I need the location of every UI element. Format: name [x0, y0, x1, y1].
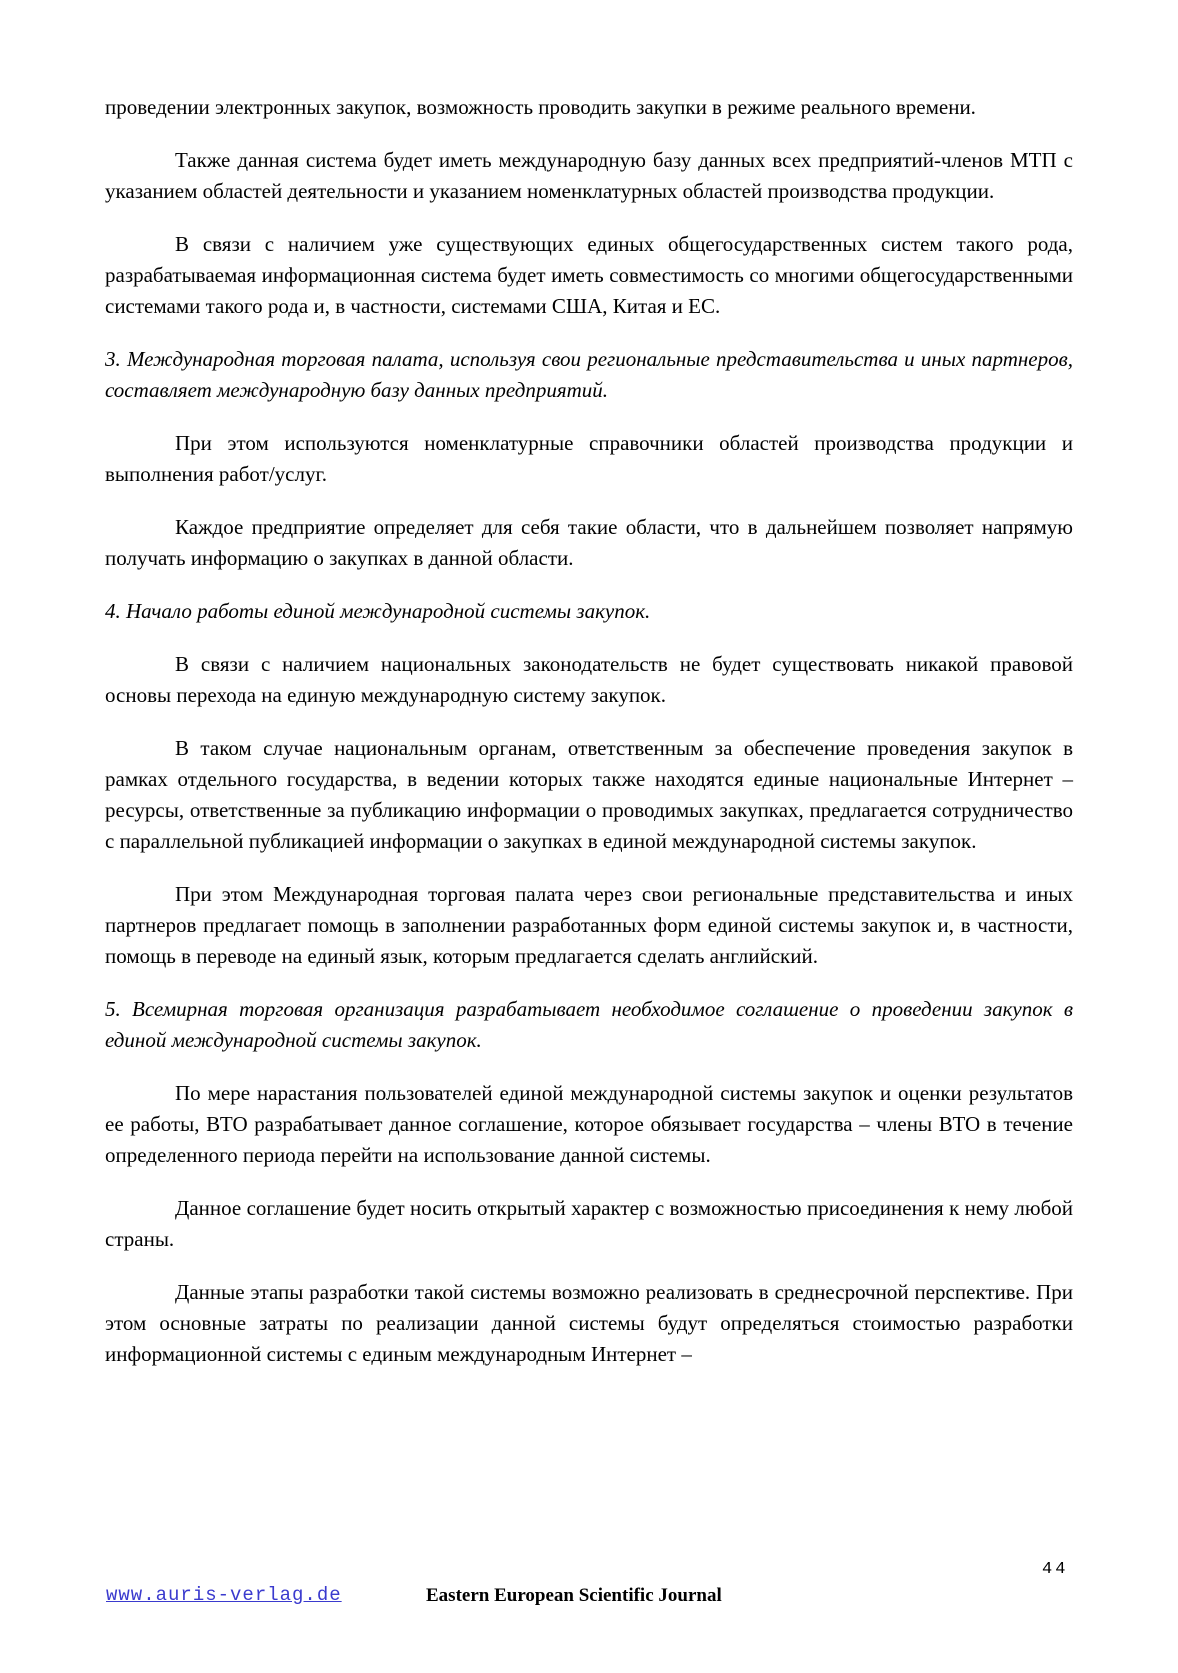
- paragraph: В таком случае национальным органам, ответственным за обеспечение проведения закупок в рамках отдельного государства, в ведении которых также находятся единые национальные Интернет – ресурсы, ответственные за публикацию информации о проводимых закупках, предлагается сотрудничество с параллельной публикацией информации о закупках в единой международной системы закупок.: [105, 736, 1073, 853]
- paragraph: Также данная система будет иметь международную базу данных всех предприятий-членов МТП с указанием областей деятельности и указанием номенклатурных областей производства продукции.: [105, 148, 1073, 203]
- paragraph: Каждое предприятие определяет для себя такие области, что в дальнейшем позволяет напрямую получать информацию о закупках в данной области.: [105, 515, 1073, 570]
- section-heading-5: 5. Всемирная торговая организация разрабатывает необходимое соглашение о проведении закупок в единой международной системы закупок.: [105, 997, 1073, 1052]
- paragraph: По мере нарастания пользователей единой международной системы закупок и оценки результатов ее работы, ВТО разрабатывает данное соглашение, которое обязывает государства – члены ВТО в течение определенного периода перейти на использование данной системы.: [105, 1081, 1073, 1167]
- paragraph: Данные этапы разработки такой системы возможно реализовать в среднесрочной перспективе. При этом основные затраты по реализации данной системы будут определяться стоимостью разработки информационной системы с единым международным Интернет –: [105, 1280, 1073, 1366]
- paragraph: В связи с наличием уже существующих единых общегосударственных систем такого рода, разрабатываемая информационная система будет иметь совместимость со многими общегосударственными системами такого рода и, в частности, системами США, Китая и ЕС.: [105, 232, 1073, 318]
- paragraph: При этом Международная торговая палата через свои региональные представительства и иных партнеров предлагает помощь в заполнении разработанных форм единой системы закупок и, в частности, помощь в переводе на единый язык, которым предлагается сделать английский.: [105, 882, 1073, 968]
- section-heading-4: 4. Начало работы единой международной системы закупок.: [105, 599, 651, 623]
- paragraph: В связи с наличием национальных законодательств не будет существовать никакой правовой основы перехода на единую международную систему закупок.: [105, 652, 1073, 707]
- publisher-url-link[interactable]: www.auris-verlag.de: [106, 1584, 342, 1606]
- section-heading-3: 3. Международная торговая палата, используя свои региональные представительства и иных партнеров, составляет международную базу данных предприятий.: [105, 347, 1073, 402]
- page-number: 44: [1042, 1560, 1069, 1579]
- journal-title: Eastern European Scientific Journal: [426, 1585, 722, 1606]
- document-body: [105, 92, 1073, 1392]
- paragraph: проведении электронных закупок, возможность проводить закупки в режиме реального времени.: [105, 95, 976, 119]
- paragraph: Данное соглашение будет носить открытый характер с возможностью присоединения к нему любой страны.: [105, 1196, 1073, 1251]
- paragraph: При этом используются номенклатурные справочники областей производства продукции и выполнения работ/услуг.: [105, 431, 1073, 486]
